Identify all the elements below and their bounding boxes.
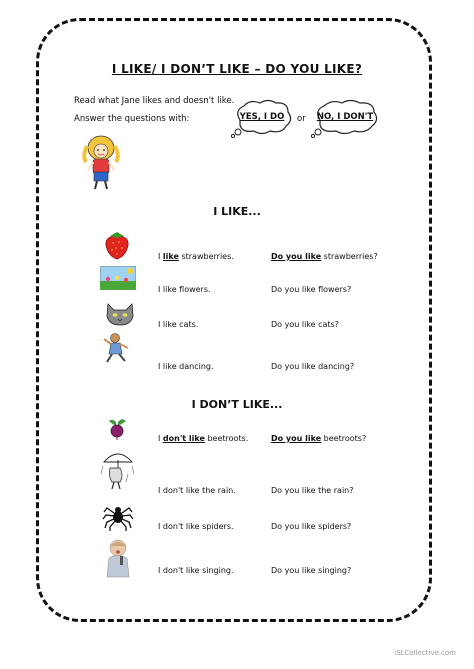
no-answer-text: NO, I DON'T <box>316 112 374 122</box>
dislike-sentence-4: I don't like singing. <box>158 566 234 575</box>
question-part: beetroots? <box>321 434 367 443</box>
yes-answer-text: YES, I DO <box>239 112 285 122</box>
question-verb: Do you like <box>271 252 322 261</box>
dancing-child-icon <box>101 332 131 364</box>
sentence-part: strawberries. <box>178 252 234 261</box>
like-sentence-1 <box>158 252 234 261</box>
sentence-verb: like <box>162 252 179 261</box>
beetroot-icon <box>104 418 130 440</box>
flowers-icon <box>100 266 136 290</box>
singing-child-icon <box>104 538 132 578</box>
dislike-sentence-3: I don't like spiders. <box>158 522 234 531</box>
question-verb: Do you like <box>271 434 322 443</box>
like-question-3: Do you like cats? <box>271 320 339 329</box>
like-sentence-3: I like cats. <box>158 320 199 329</box>
sentence-part: beetroots. <box>204 434 249 443</box>
or-word: or <box>297 114 306 124</box>
like-question-4: Do you like dancing? <box>271 362 355 371</box>
site-watermark: iSLCollective.com <box>394 649 456 657</box>
dislike-question-1 <box>271 434 366 443</box>
sentence-part: I <box>158 434 163 443</box>
dislike-question-3: Do you like spiders? <box>271 522 352 531</box>
like-sentence-2: I like flowers. <box>158 285 211 294</box>
instruction-answer: Answer the questions with: <box>74 114 190 124</box>
question-part: strawberries? <box>321 252 378 261</box>
sentence-verb: don't like <box>162 434 205 443</box>
answer-bubble-yes <box>230 98 294 138</box>
spider-icon <box>102 500 134 532</box>
like-question-2: Do you like flowers? <box>271 285 352 294</box>
instruction-read: Read what Jane likes and doesn't like. <box>74 96 235 106</box>
strawberry-icon <box>104 230 130 260</box>
dislike-sentence-2: I don't like the rain. <box>158 486 236 495</box>
worksheet-title: I LIKE/ I DON’T LIKE – DO YOU LIKE? <box>111 62 363 76</box>
dislike-sentence-1 <box>158 434 248 443</box>
i-like-heading: I LIKE... <box>213 205 261 218</box>
sentence-part: I <box>158 252 163 261</box>
like-question-1 <box>271 252 378 261</box>
answer-bubble-no <box>310 98 380 138</box>
rain-umbrella-icon <box>100 448 136 490</box>
i-dont-like-heading: I DON’T LIKE... <box>191 398 283 411</box>
dislike-question-2: Do you like the rain? <box>271 486 354 495</box>
like-sentence-4: I like dancing. <box>158 362 214 371</box>
dislike-question-4: Do you like singing? <box>271 566 352 575</box>
girl-icon <box>78 132 124 192</box>
cat-icon <box>103 300 137 326</box>
